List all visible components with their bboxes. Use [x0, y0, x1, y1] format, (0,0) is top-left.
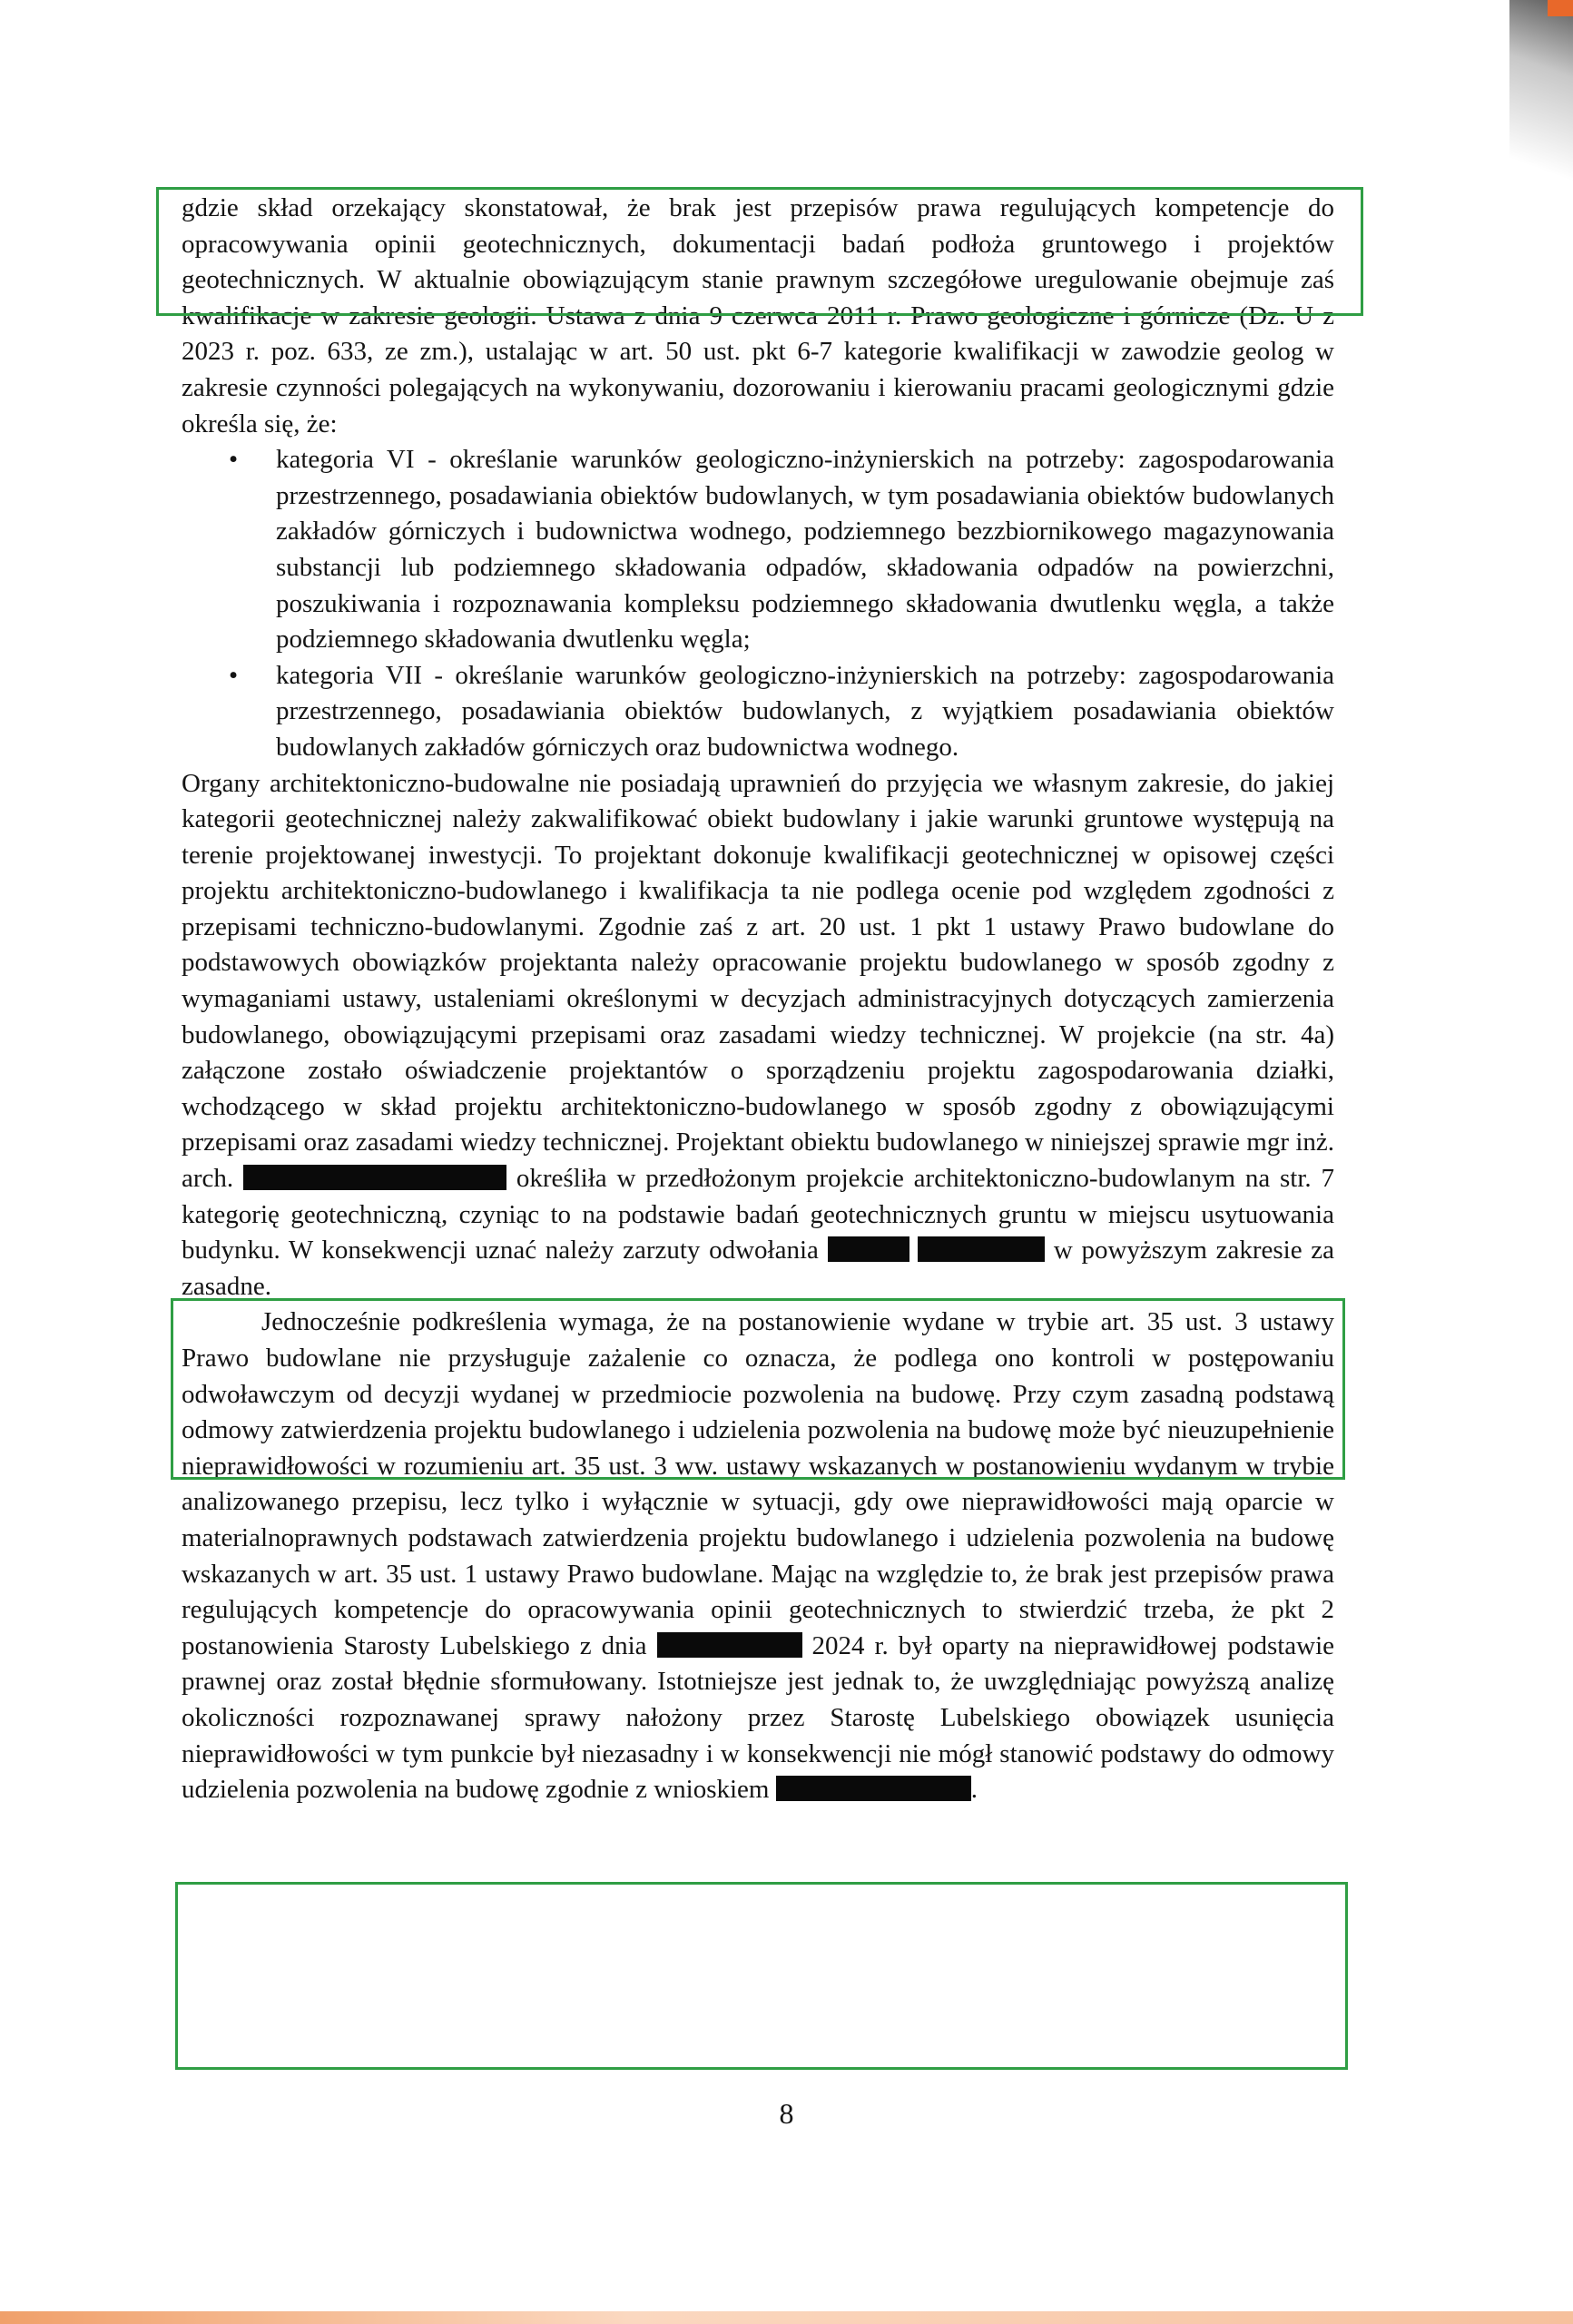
redaction-block — [657, 1632, 802, 1658]
paragraph-3-part-b: 2024 r. był oparty na nieprawidłowej podstawie prawnej oraz został błędnie sformułowany. Istotniejsze jest jednak to, że uwzględniając powyższą analizę okoliczności rozpoznawanej sprawy nałożony przez Starostę Lubelskiego obowiązek usunięcia nieprawidłowości w tym punkcie był niezasadny i w konsekwencji nie mógł stanowić podstawy do odmowy udzielenia pozwolenia na budowę zgodnie z wnioskiem — [182, 1630, 1335, 1805]
bullet-icon: • — [229, 445, 239, 475]
highlight-box-bottom — [175, 1882, 1348, 2070]
list-item-category-vii — [182, 658, 1334, 766]
corner-mark — [1548, 0, 1573, 16]
category-list — [182, 442, 1334, 765]
page-number: 8 — [779, 2097, 794, 2130]
paragraph-3-part-a: Jednocześnie podkreślenia wymaga, że na postanowienie wydane w trybie art. 35 ust. 3 ustawy Prawo budowlane nie przysługuje zażalenie co oznacza, że podlega ono kontroli w postępowaniu odwoławczym od decyzji wydanej w przedmiocie pozwolenia na budowę. Przy czym zasadną podstawą odmowy zatwierdzenia projektu budowlanego i udzielenia pozwolenia na budowę może być nieuzupełnienie nieprawidłowości w rozumieniu art. 35 ust. 3 ww. ustawy wskazanych w postanowieniu wydanym w trybie analizowanego przepisu, lecz tylko i wyłącznie w sytuacji, gdy owe nieprawidłowości mają oparcie w materialnoprawnych podstawach zatwierdzenia projektu budowlanego i udzielenia pozwolenia na budowę wskazanych w art. 35 ust. 1 ustawy Prawo budowlane. Mając na względzie to, że brak jest przepisów prawa regulujących kompetencje do opracowywania opinii geotechnicznych to stwierdzić trzeba, że pkt 2 postanowienia Starosty Lubelskiego z dnia — [182, 1307, 1334, 1660]
highlight-box-middle — [171, 1298, 1345, 1480]
paragraph-2-part-b: określiła w przedłożonym projekcie architektoniczno-budowlanym na str. 7 kategorię geotechniczną, czyniąc to na podstawie badań geotechnicznych gruntu w miejscu usytuowania budynku. W konsekwencji uznać należy zarzuty odwołania — [182, 1164, 1334, 1265]
redaction-block — [918, 1236, 1045, 1262]
list-item-category-vi — [182, 442, 1334, 658]
list-item-text: kategoria VII - określanie warunków geologiczno-inżynierskich na potrzeby: zagospodarowania przestrzennego, posadawiania obiektów budowlanych, z wyjątkiem posadawiania obiektów budowlanych zakładów górniczych oraz budownictwa wodnego. — [276, 660, 1334, 762]
redaction-block — [243, 1165, 506, 1190]
page-edge-shadow — [1509, 0, 1573, 236]
paragraph-1: gdzie skład orzekający skonstatował, że brak jest przepisów prawa regulujących kompetencje do opracowywania opinii geotechnicznych, dokumentacji badań podłoża gruntowego i projektów geotechnicznych. W aktualnie obowiązującym stanie prawnym szczegółowe uregulowanie obejmuje zaś kwalifikacje w zakresie geologii. Ustawa z dnia 9 czerwca 2011 r. Prawo geologiczne i górnicze (Dz. U z 2023 r. poz. 633, ze zm.), ustalając w art. 50 ust. pkt 6-7 kategorie kwalifikacji w zawodzie geolog w zakresie czynności polegających na wykonywaniu, dozorowaniu i kierowaniu pracami geologicznymi gdzie określa się, że: — [182, 193, 1334, 438]
paragraph-2-part-c: w powyższym zakresie za zasadne. — [182, 1236, 1335, 1301]
bottom-edge-strip — [0, 2311, 1573, 2324]
list-item-text: kategoria VI - określanie warunków geologiczno-inżynierskich na potrzeby: zagospodarowania przestrzennego, posadawiania obiektów budowlanych, w tym posadawiania obiektów budowlanych zakładów górniczych i budownictwa wodnego, podziemnego bezzbiornikowego magazynowania substancji lub podziemnego składowania odpadów, składowania odpadów na powierzchni, poszukiwania i rozpoznawania kompleksu podziemnego składowania dwutlenku węgla, a także podziemnego składowania dwutlenku węgla; — [276, 445, 1334, 655]
redaction-block — [828, 1236, 909, 1262]
highlight-box-top — [156, 187, 1363, 316]
bullet-icon: • — [229, 660, 239, 690]
paragraph-3-part-c: . — [970, 1775, 978, 1805]
paragraph-2 — [182, 766, 1334, 1305]
body-text — [182, 191, 1334, 1808]
paragraph-2-part-a: Organy architektoniczno-budowalne nie posiadają uprawnień do przyjęcia we własnym zakresie, do jakiej kategorii geotechnicznej należy zakwalifikować obiekt budowlany i jakie warunki gruntowe występują na terenie projektowanej inwestycji. To projektant dokonuje kwalifikacji geotechnicznej w opisowej części projektu architektoniczno-budowlanego i kwalifikacja ta nie podlega ocenie pod względem zgodności z przepisami techniczno-budowlanymi. Zgodnie zaś z art. 20 ust. 1 pkt 1 ustawy Prawo budowlane do podstawowych obowiązków projektanta należy opracowanie projektu budowlanego w sposób zgodny z wymaganiami ustawy, ustaleniami określonymi w decyzjach administracyjnych dotyczących zamierzenia budowlanego, obowiązującymi przepisami oraz zasadami wiedzy technicznej. W projekcie (na str. 4a) załączone zostało oświadczenie projektantów o sporządzeniu projektu zagospodarowania działki, wchodzącego w skład projektu architektoniczno-budowlanego w sposób zgodny z obowiązującymi przepisami oraz zasadami wiedzy technicznej. Projektant obiektu budowlanego w niniejszej sprawie mgr inż. arch. — [182, 768, 1334, 1194]
redaction-block — [776, 1776, 971, 1801]
